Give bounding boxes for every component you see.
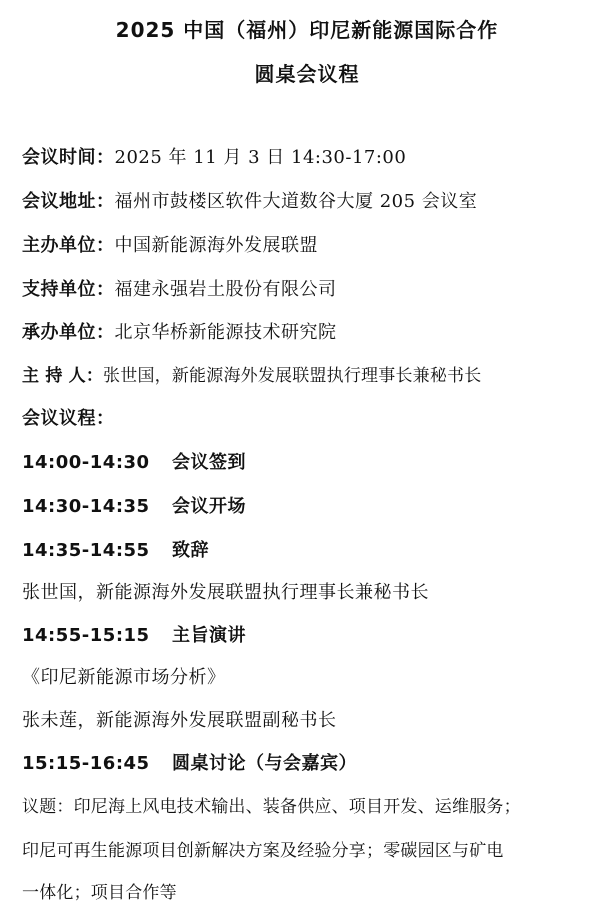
topics-line: 议题：印尼海上风电技术输出、装备供应、项目开发、运维服务； <box>22 797 521 817</box>
keynote-title: 《印尼新能源市场分析》 <box>22 667 226 688</box>
info-label: 会议时间： <box>22 147 115 168</box>
agenda-item <box>22 495 604 519</box>
agenda-title: 主旨演讲 <box>172 625 246 646</box>
info-label: 主办单位： <box>22 235 115 256</box>
info-label: 主 持 人： <box>22 366 104 386</box>
info-label: 会议地址： <box>22 191 115 212</box>
agenda-time: 14:35-14:55 <box>22 540 150 561</box>
info-meeting-address <box>22 190 604 214</box>
info-organizer <box>22 234 604 258</box>
agenda-time: 15:15-16:45 <box>22 753 150 774</box>
agenda-title: 会议签到 <box>172 452 246 473</box>
info-host-organization <box>22 321 604 345</box>
info-value: 2025 年 11 月 3 日 14:30-17:00 <box>114 147 407 168</box>
agenda-time: 14:30-14:35 <box>22 496 150 517</box>
agenda-time: 14:00-14:30 <box>22 452 150 473</box>
agenda-title: 致辞 <box>172 540 209 561</box>
agenda-heading <box>22 407 604 431</box>
agenda-time: 14:55-15:15 <box>22 625 150 646</box>
info-label: 承办单位： <box>22 322 115 343</box>
topics-line: 一体化；项目合作等 <box>22 883 177 903</box>
keynote-speaker: 张未莲，新能源海外发展联盟副秘书长 <box>22 710 337 731</box>
document-title-line2: 圆桌会议程 <box>254 62 360 86</box>
info-meeting-time <box>22 146 604 170</box>
topics-line: 印尼可再生能源项目创新解决方案及经验分享；零碳园区与矿电 <box>22 841 504 861</box>
agenda-title: 圆桌讨论（与会嘉宾） <box>172 753 357 774</box>
agenda-item <box>22 752 604 776</box>
agenda-title: 会议开场 <box>172 496 246 517</box>
info-label: 支持单位： <box>22 279 115 300</box>
agenda-heading-label: 会议议程： <box>22 408 115 429</box>
agenda-item <box>22 451 604 475</box>
info-value: 张世国，新能源海外发展联盟执行理事长兼秘书长 <box>103 366 482 386</box>
welcome-speaker: 张世国，新能源海外发展联盟执行理事长兼秘书长 <box>22 582 429 603</box>
info-value: 北京华桥新能源技术研究院 <box>114 322 337 343</box>
document-title-line1: 2025 中国（福州）印尼新能源国际合作 <box>115 18 499 42</box>
info-value: 福建永强岩土股份有限公司 <box>114 279 337 300</box>
agenda-item <box>22 624 604 648</box>
agenda-item <box>22 539 604 563</box>
info-moderator <box>22 364 604 388</box>
info-supporter <box>22 278 604 302</box>
info-value: 福州市鼓楼区软件大道数谷大厦 205 会议室 <box>114 191 478 212</box>
info-value: 中国新能源海外发展联盟 <box>114 235 318 256</box>
